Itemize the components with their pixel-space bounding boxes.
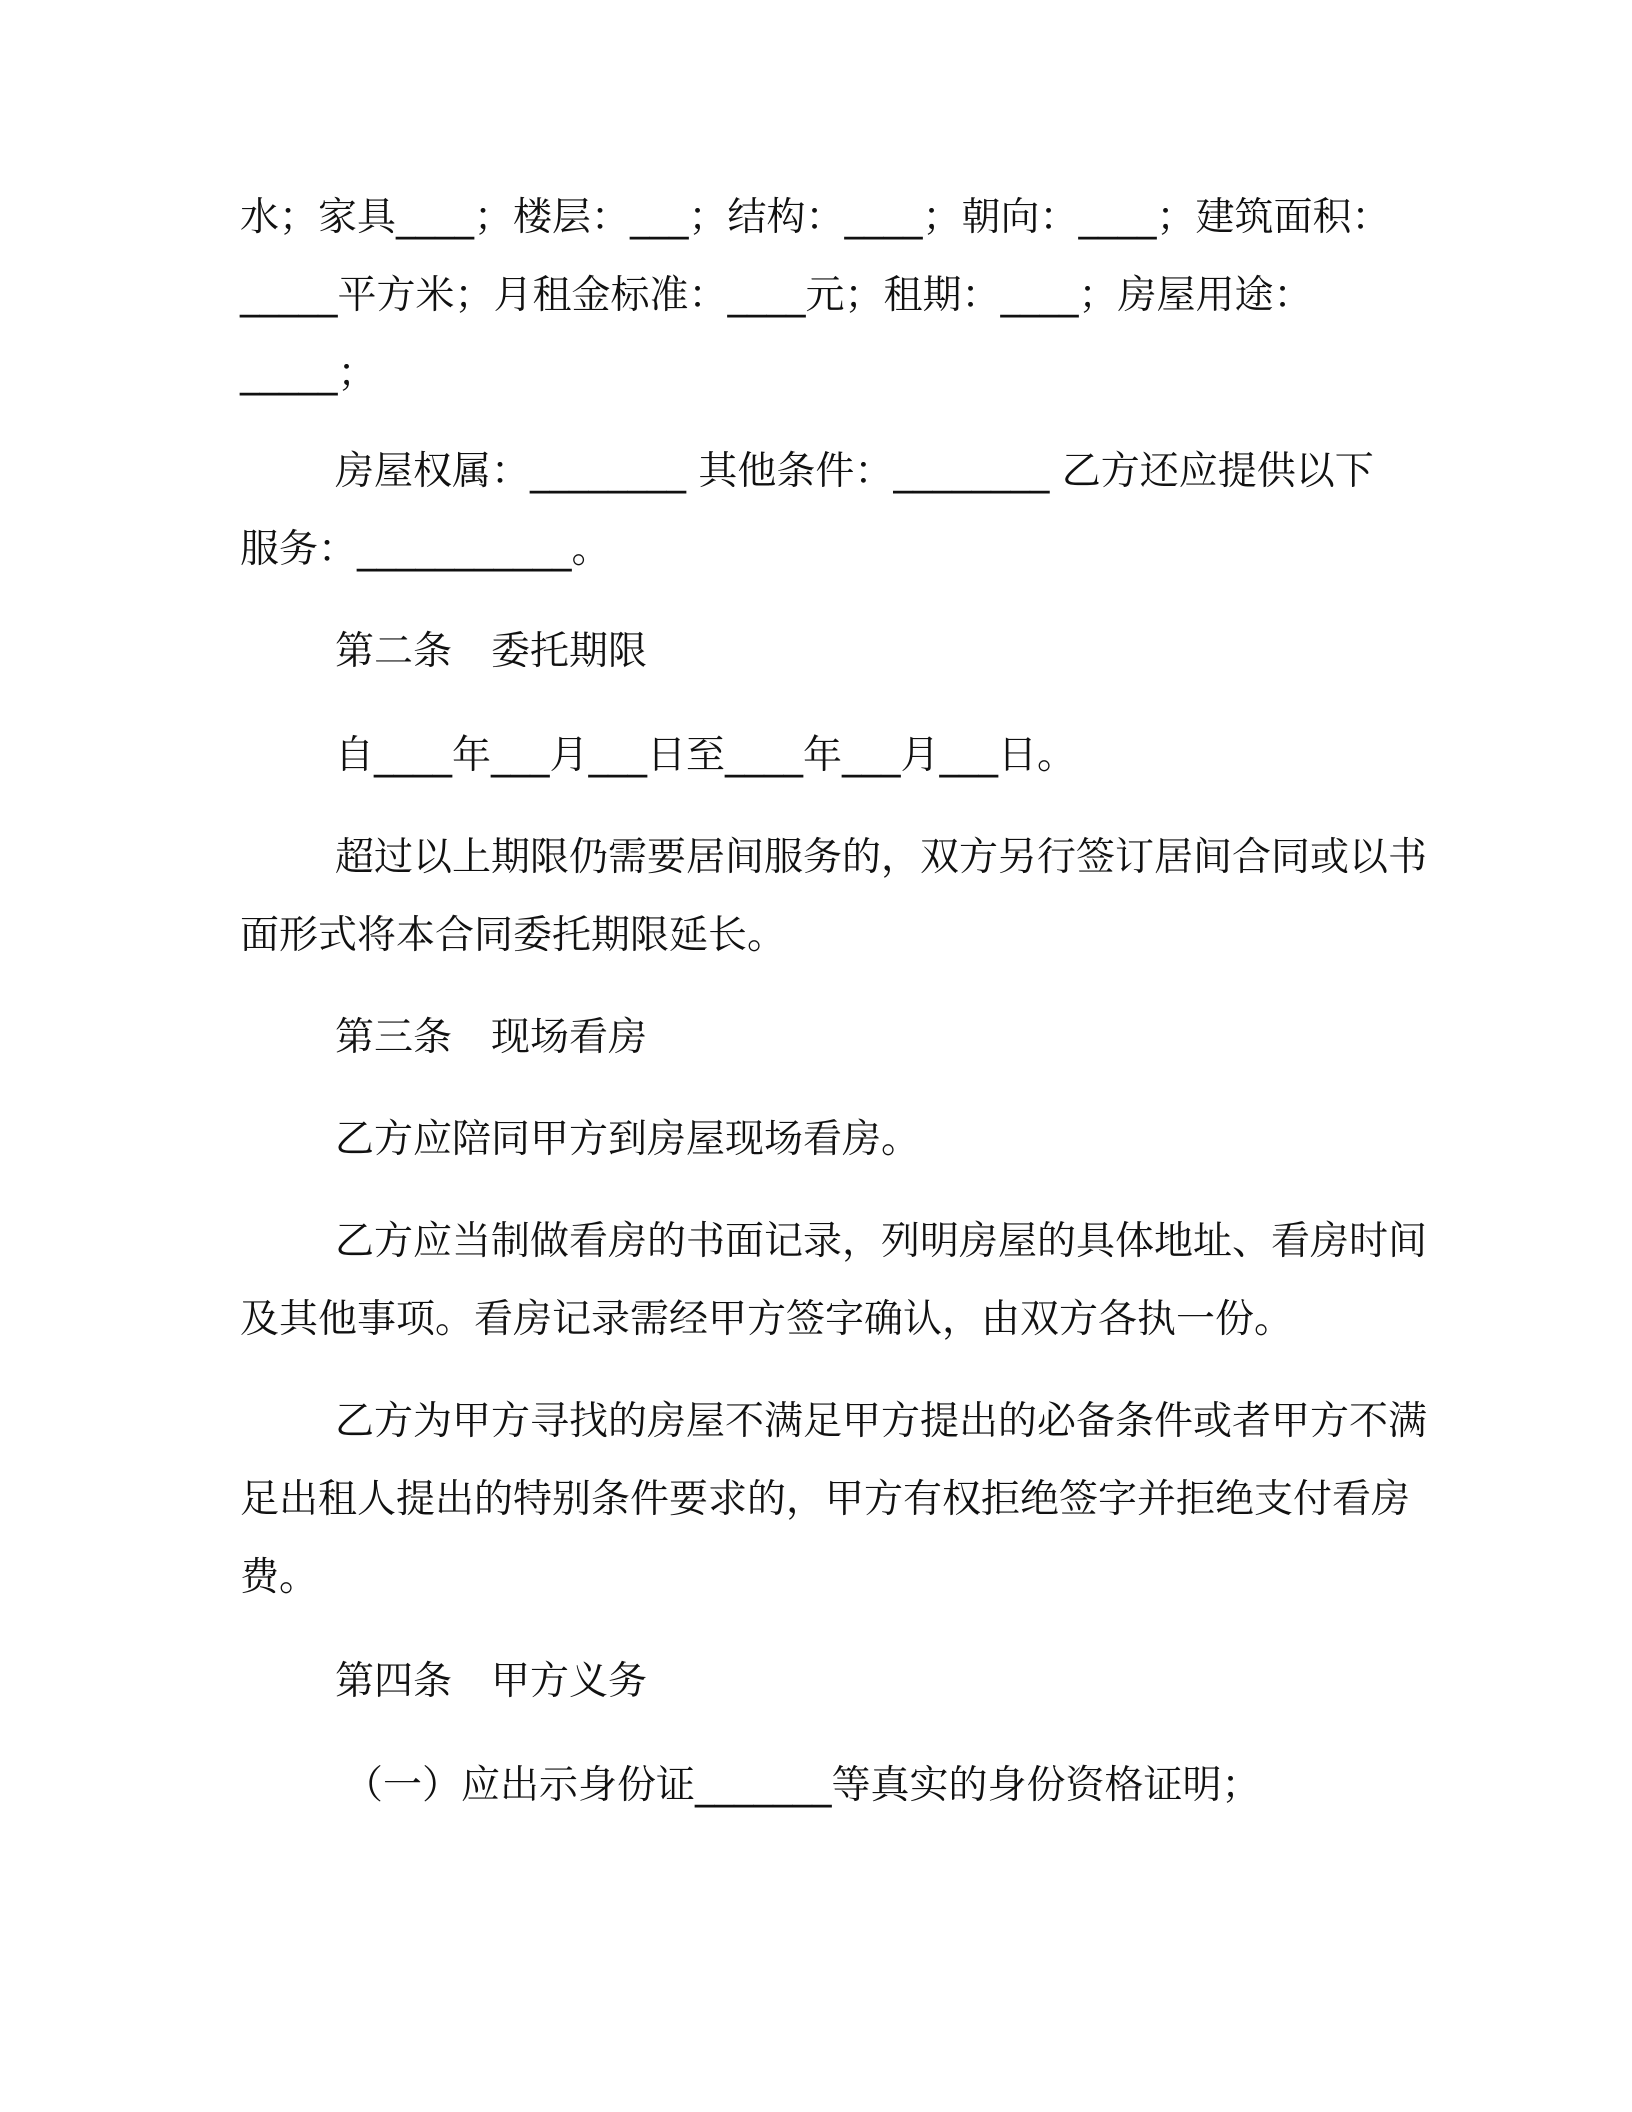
text-line: 自____年___月___日至____年___月___日。 <box>335 733 1077 778</box>
text-line: _____； <box>240 351 377 396</box>
text-line: 服务：___________。 <box>240 527 611 572</box>
text-line: 费。 <box>240 1555 319 1600</box>
text-line: 房屋权属：________ 其他条件：________ 乙方还应提供以下 <box>335 449 1374 494</box>
section-heading: 第三条 现场看房 <box>335 1015 648 1060</box>
section-heading: 第四条 甲方义务 <box>335 1659 648 1704</box>
text-line: （一）应出示身份证_______等真实的身份资格证明； <box>344 1763 1261 1808</box>
text-line: 水；家具____；楼层：___；结构：____；朝向：____；建筑面积： <box>240 195 1391 240</box>
text-line: 足出租人提出的特别条件要求的，甲方有权拒绝签字并拒绝支付看房 <box>240 1477 1411 1522</box>
text-line: 及其他事项。看房记录需经甲方签字确认，由双方各执一份。 <box>240 1297 1294 1342</box>
section-heading: 第二条 委托期限 <box>335 629 648 674</box>
text-line: _____平方米；月租金标准：____元；租期：____；房屋用途： <box>240 273 1313 318</box>
text-line: 乙方应当制做看房的书面记录，列明房屋的具体地址、看房时间 <box>335 1219 1428 1264</box>
text-line: 乙方为甲方寻找的房屋不满足甲方提出的必备条件或者甲方不满 <box>335 1399 1428 1444</box>
text-line: 面形式将本合同委托期限延长。 <box>240 913 787 958</box>
text-line: 乙方应陪同甲方到房屋现场看房。 <box>335 1117 921 1162</box>
text-line: 超过以上期限仍需要居间服务的，双方另行签订居间合同或以书 <box>335 835 1428 880</box>
